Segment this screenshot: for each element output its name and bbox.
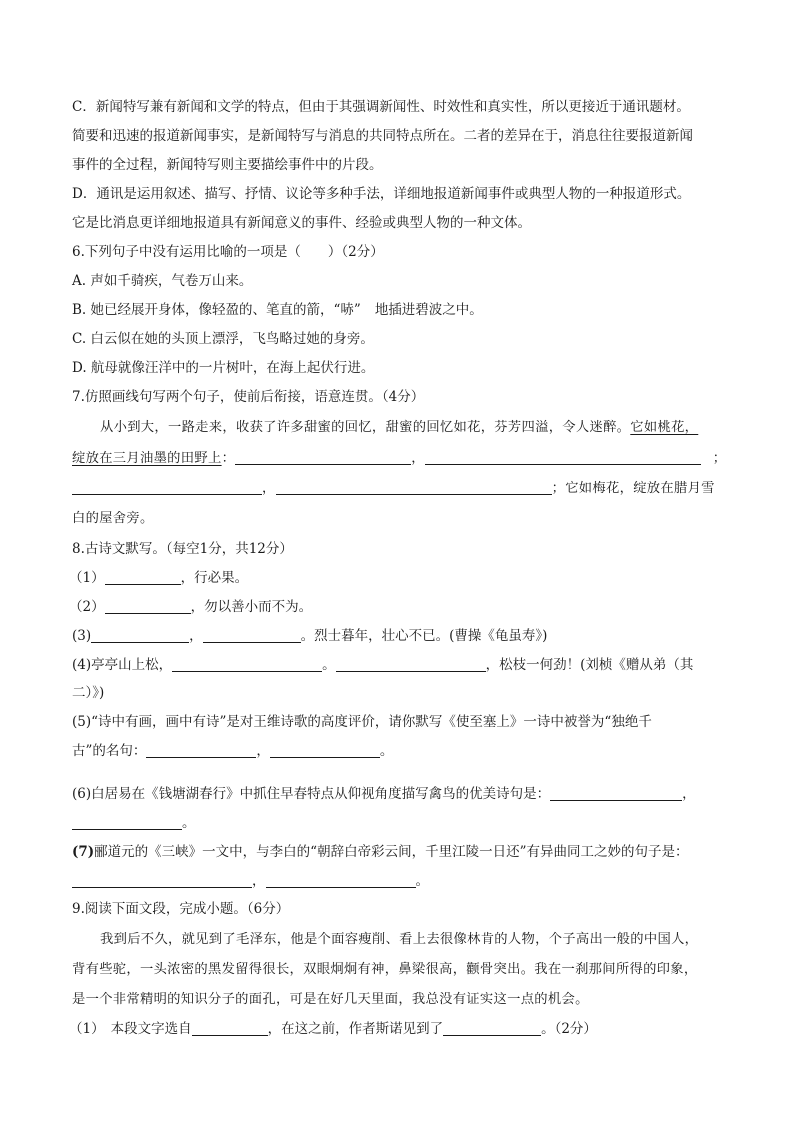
q8-item-3-text: 。烈士暮年，壮心不已。(曹操《龟虽寿》) [300, 628, 548, 644]
q8-item-1 [69, 569, 729, 587]
q7-passage-line1 [100, 419, 732, 437]
q8-item-5-period: 。 [379, 743, 394, 759]
q8-item-2 [69, 598, 729, 616]
q8-stem: 8.古诗文默写。（每空1分，共12分） [72, 541, 293, 557]
q7-blank-1[interactable] [235, 449, 411, 465]
q9-passage-line1: 我到后不久，就见到了毛泽东，他是个面容瘦削、看上去很像林肯的人物，个子高出一般的中国人， [100, 932, 699, 947]
q8-item-2-number: （2） [69, 599, 105, 615]
q8-item-7-text: 郦道元的《三峡》一文中，与李白的“朝辞白帝彩云间，千里江陵一日还”有异曲同工之妙的句子是： [94, 844, 689, 860]
q8-item-5-line1: (5)“诗中有画，画中有诗”是对王维诗歌的高度评价，请你默写《使至塞上》一诗中被誉为“独绝千 [72, 714, 652, 730]
q8-blank-1[interactable] [105, 569, 181, 585]
q8-item-6-text: (6)白居易在《钱塘湖春行》中抓住早春特点从仰视角度描写禽鸟的优美诗句是： [72, 786, 551, 802]
q7-blank-4[interactable] [276, 479, 552, 495]
q8-blank-11[interactable] [72, 872, 252, 888]
q5-option-c-line3: 事件的全过程，新闻特写则主要描绘事件中的片段。 [72, 157, 383, 173]
q8-item-6-line1 [72, 785, 732, 803]
q7-passage-line2 [72, 449, 732, 467]
q8-item-3-number: (3) [72, 628, 92, 644]
q7-underlined-sentence-end: 绽放在三月油墨的田野上 [72, 451, 222, 466]
q8-item-5-text: 古”的名句： [72, 743, 147, 759]
q7-colon: ： [221, 451, 236, 466]
q6-option-b-part2: 地插进碧波之中。 [374, 302, 483, 318]
q7-underlined-sentence-start: 它如桃花， [630, 420, 699, 435]
q5-option-d-line1: D．通讯是运用叙述、描写、抒情、议论等多种手法，详细地报道新闻事件或典型人物的一种报道形式。 [72, 186, 691, 202]
q8-item-4-text: (4)亭亭山上松， [72, 657, 173, 673]
q9-stem: 9.阅读下面文段，完成小题。（6分） [72, 901, 290, 917]
q9-passage-line3: 是一个非常精明的知识分子的面孔，可是在好几天里面，我总没有证实这一点的机会。 [72, 992, 589, 1007]
q7-comma-1: ， [411, 451, 425, 466]
q6-option-c: C. 白云似在她的头顶上漂浮，飞鸟略过她的身旁。 [72, 331, 374, 347]
q8-item-7-period: 。 [415, 873, 429, 889]
q8-blank-9[interactable] [550, 785, 682, 801]
q8-blank-7[interactable] [146, 742, 256, 758]
q8-item-1-number: （1） [69, 570, 105, 586]
q7-blank-3[interactable] [72, 479, 262, 495]
q8-item-7-line1 [72, 843, 732, 861]
q8-item-5-line2 [72, 742, 732, 760]
q9-subquestion-1-number: （1） [69, 1021, 105, 1037]
q8-item-7-number: (7) [72, 844, 95, 860]
q8-blank-4[interactable] [203, 627, 301, 643]
q8-item-1-text: ，行必果。 [180, 570, 249, 586]
q9-blank-1[interactable] [192, 1020, 268, 1036]
q5-option-c-line1: C．新闻特写兼有新闻和文学的特点，但由于其强调新闻性、时效性和真实性，所以更接近于通讯题材。 [72, 99, 690, 115]
q9-subquestion-1 [69, 1020, 729, 1038]
q9-passage-line2: 背有些驼，一头浓密的黑发留得很长，双眼炯炯有神，鼻梁很高，颧骨突出。我在一刹那间所得的印象， [72, 962, 698, 977]
q9-subquestion-1-text-a: 本段文字选自 [110, 1021, 192, 1037]
q8-blank-8[interactable] [270, 742, 380, 758]
q7-passage-line3 [72, 479, 732, 497]
q6-option-b-part1: B. 她已经展开身体，像轻盈的、笔直的箭，“哧” [72, 302, 361, 318]
q6-option-b [72, 301, 732, 319]
q8-item-3 [72, 627, 732, 645]
q8-blank-12[interactable] [266, 872, 416, 888]
q6-option-a: A. 声如千骑疾，气卷万山来。 [72, 273, 253, 289]
q7-passage-text: 从小到大，一路走来，收获了许多甜蜜的回忆，甜蜜的回忆如花，芬芳四溢，令人迷醉。 [100, 420, 631, 435]
q7-stem: 7.仿照画线句写两个句子，使前后衔接，语意连贯。（4分） [72, 389, 425, 405]
q8-item-4-period: 。 [322, 657, 336, 673]
q8-item-3-comma: ， [189, 628, 203, 644]
q8-item-5-comma: ， [256, 743, 270, 759]
q8-item-7-comma: ， [252, 873, 266, 889]
q8-blank-10[interactable] [72, 814, 182, 830]
q8-item-4-cont: 二）》) [72, 685, 105, 701]
q9-blank-2[interactable] [443, 1020, 541, 1036]
q9-subquestion-1-text-c: 。（2分） [541, 1021, 597, 1037]
q7-semicolon: ； [712, 451, 727, 466]
q7-blank-2[interactable] [425, 449, 701, 465]
q8-item-2-text: ，勿以善小而不为。 [190, 599, 313, 615]
q8-item-6-comma: ， [682, 786, 696, 802]
q6-option-d: D. 航母就像汪洋中的一片树叶，在海上起伏行进。 [72, 360, 375, 376]
q8-item-4 [72, 656, 732, 674]
q9-subquestion-1-text-b: ，在这之前，作者斯诺见到了 [267, 1021, 444, 1037]
q8-item-6-period: 。 [182, 815, 196, 831]
q8-blank-2[interactable] [105, 598, 191, 614]
q6-stem: 6.下列句子中没有运用比喻的一项是（ ）（2分） [72, 244, 384, 260]
q5-option-c-line2: 简要和迅速的报道新闻事实，是新闻特写与消息的共同特点所在。二者的差异在于，消息往往要报道新闻 [72, 128, 693, 144]
q8-item-7-line2 [72, 872, 732, 890]
q8-blank-3[interactable] [91, 627, 189, 643]
q8-blank-5[interactable] [172, 656, 322, 672]
q7-passage-line4: 白的屋舍旁。 [72, 511, 154, 526]
q8-blank-6[interactable] [336, 656, 486, 672]
q5-option-d-line2: 它是比消息更详细地报道具有新闻意义的事件、经验或典型人物的一种文体。 [72, 215, 531, 231]
q8-item-6-line2 [72, 814, 732, 832]
q7-passage-tail: ；它如梅花，绽放在腊月雪 [551, 481, 715, 496]
q8-item-4-tail: ，松枝一何劲！(刘桢《赠从弟（其 [485, 657, 694, 673]
q7-comma-2: ， [262, 481, 276, 496]
